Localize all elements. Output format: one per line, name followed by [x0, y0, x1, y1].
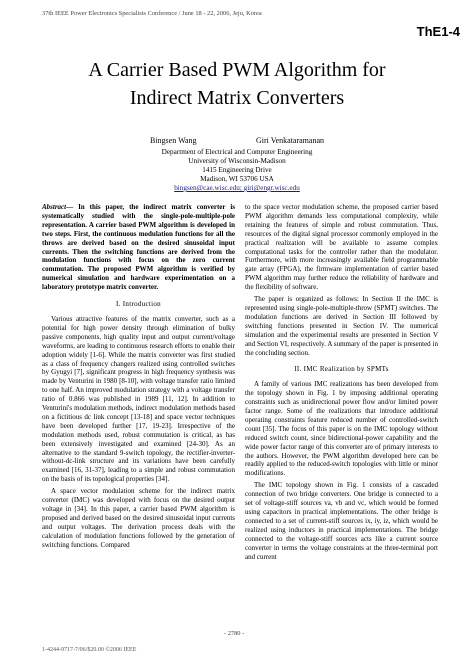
affiliation-dept: Department of Electrical and Computer Engineering: [161, 148, 313, 156]
imc-paragraph-2: The IMC topology shown in Fig. 1 consists of a cascaded connection of two bridge converters. One bridge is connected to a set of voltage-stiff sources va, vb and vc, which would be formed using capacitors in practical implementations. The other bridge is connected to a set of current-stiff sources ix, iy, iz, which would be realized using inductors in practical implementations. The bridge connected to the voltage-stiff sources acts like a current source converter in terms the voltage constraints at the three-terminal port and current: [245, 481, 438, 561]
intro-paragraph-1: Various attractive features of the matrix converter, such as a potential for high power density through elimination of bulky passive components, high quality input and output current/voltage waveforms, are leading to continuous research efforts to enable their adoption widely [1-6]. While the matrix converter was first studied as a class of frequency changers realized using controlled switches by Gyugyi [7], significant progress in high frequency synthesis was made by Venturini in 1980 [8-10], with voltage transfer ratio limited to one half. An improved modulation strategy with a voltage transfer ratio of 0.866 was published in 1989 [11, 12]. In addition to Venturini's modulation methods, indirect modulation methods based on a fictitious dc link concept [13-18] and space vector techniques have been developed further [17, 19-23]. Irrespective of the modulation methods used, robust commutation is critical, as has been extensively investigated and examined [24-30]. As an alternative to the standard 9-switch topology, the rectifier-inverter-without-dc-link structure and its variations have been carefully examined [16, 31-37], leading to a simple and robust commutation on the basis of its topological properties [34].: [42, 314, 235, 484]
section-heading-imc: II. IMC Realization by SPMTs: [294, 365, 389, 374]
intro-paragraph-4: The paper is organized as follows: In Section II the IMC is represented using single-pole-multiple-throw (SPMT) switches. The modulation functions are derived in Section III followed by switching functions presented in Section IV. The numerical simulation and the experimental results are presented in Section V and Section VI, respectively. A summary of the paper is presented in the concluding section.: [245, 295, 438, 357]
affiliation-university: University of Wisconsin-Madison: [188, 157, 286, 165]
intro-paragraph-3: to the space vector modulation scheme, the proposed carrier based PWM algorithm demands less computational complexity, while retaining the features of simple and robust commutation. Thus, resources of the digital signal processor commonly employed in the practical realization will be available to assume complex computational tasks for the controller rather than the modulator. Furthermore, with more increasingly available field programmable gate array (FPGA), the firmware implementation of carrier based PWM algorithm may further reduce the reliability of hardware and the flexibility of software.: [245, 203, 438, 292]
copyright-footer: 1-4244-9717-7/06/$20.00 ©2006 IEEE: [42, 647, 137, 653]
abstract-text: — In this paper, the indirect matrix converter is systematically studied with the single-pole-multiple-pole representation. A carrier based PWM algorithm is developed in two steps. First, the continuous modulation functions for all the throws are derived based on the desired sinusoidal input currents. Then the switching functions are derived from the modulation functions with focus on the zero current commutation. The proposed PWM algorithm is verified by numerical simulation and hardware experimentation on a laboratory prototype matrix converter.: [42, 203, 235, 292]
title-line-1: A Carrier Based PWM Algorithm for: [88, 59, 386, 81]
affiliation-street: 1415 Engineering Drive: [202, 166, 272, 174]
left-column: [42, 203, 235, 553]
right-column: [245, 203, 438, 564]
abstract: [42, 203, 235, 292]
title-line-2: Indirect Matrix Converters: [129, 87, 345, 109]
paper-title: [0, 56, 474, 112]
page-number: - 2780 -: [224, 630, 245, 637]
author-emails-link[interactable]: bingsen@cae.wisc.edu; giri@engr.wisc.edu: [174, 184, 300, 192]
conference-header: 37th IEEE Power Electronics Specialists Conference / June 18 - 22, 2006, Jeju, Korea: [42, 10, 262, 17]
author-list: [150, 136, 324, 145]
author-2: Giri Venkataramanan: [255, 136, 324, 145]
author-1: Bingsen Wang: [150, 136, 197, 145]
affiliation-city: Madison, WI 53706 USA: [200, 175, 274, 183]
abstract-label: Abstract: [42, 203, 67, 211]
session-code: ThE1-4: [416, 24, 460, 39]
affiliation-block: [0, 148, 474, 193]
intro-paragraph-2: A space vector modulation scheme for the indirect matrix converter (IMC) was developed with focus on the desired output voltage in [34]. In this paper, a carrier based PWM algorithm is proposed and derived based on the desired sinusoidal input currents and output voltages. The derivation process deals with the calculation of modulation functions followed by the generation of switching functions. Compared: [42, 487, 235, 549]
imc-paragraph-1: A family of various IMC realizations has been developed from the topology shown in Fig. 1 by imposing additional operating constraints such as unidirectional power flow and/or limited power factor range. Some of the realizations that introduce additional operating constraints feature reduced number of controlled-switch count [35]. The focus of this paper is on the IMC topology without reduced switch count, since bidirectional-power capability and the wide power factor range of this converter are of primary interests to the authors. However, the PWM algorithm developed here can be readily applied to the reduced-switch topologies with little or minor modifications.: [245, 380, 438, 478]
section-heading-introduction: I. Introduction: [116, 300, 161, 309]
